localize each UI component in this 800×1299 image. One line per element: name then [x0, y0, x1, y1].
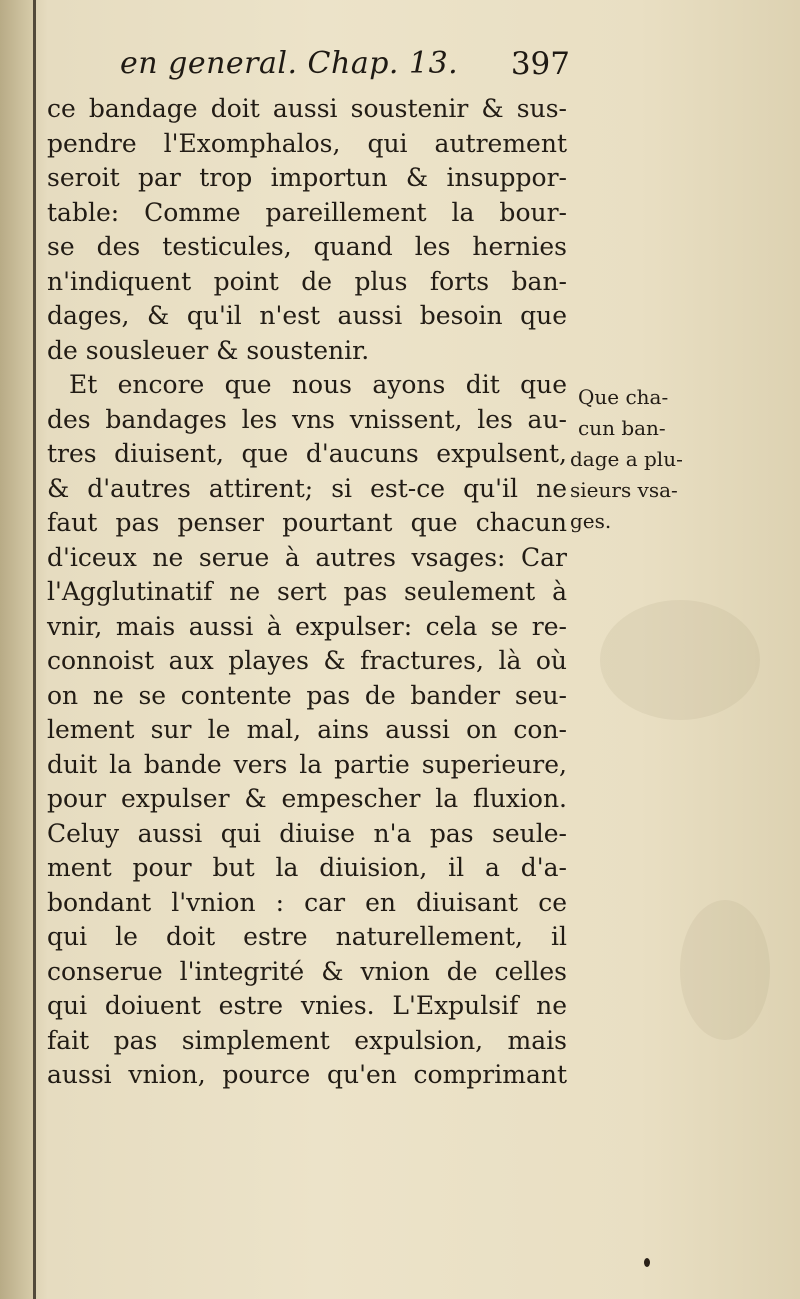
text-line: ment pour but la diuision, il a d'a-: [47, 853, 567, 882]
margin-note-line: Que cha-: [578, 385, 669, 409]
text-line: vnir, mais aussi à expulser: cela se re-: [47, 611, 567, 641]
text-line: conserue l'integrité & vnion de celles: [47, 956, 567, 986]
text-line: table: Comme pareillement la bour-: [47, 197, 567, 227]
text-line: pour expulser & empescher la fluxion.: [47, 784, 567, 813]
page-header: [120, 46, 580, 96]
text-line: seroit par trop importun & insuppor-: [47, 163, 567, 192]
text-line: faut pas penser pourtant que chacun: [47, 508, 567, 537]
text-line: ce bandage doit aussi soustenir & sus-: [47, 94, 567, 123]
text-line: se des testicules, quand les hernies: [47, 232, 567, 261]
text-line: connoist aux playes & fractures, là où: [47, 646, 567, 675]
margin-note-line: cun ban-: [578, 416, 666, 440]
page-gutter: [0, 0, 33, 1299]
text-line: d'iceux ne serue à autres vsages: Car: [47, 542, 567, 572]
text-line: bondant l'vnion : car en diuisant ce: [47, 887, 567, 917]
text-line: dages, & qu'il n'est aussi besoin que: [47, 301, 567, 330]
ink-dot: [644, 1258, 650, 1267]
margin-note: [570, 382, 720, 537]
text-line: Et encore que nous ayons dit que: [69, 370, 567, 399]
margin-note-line: sieurs vsa-: [570, 478, 678, 502]
text-line: pendre l'Exomphalos, qui autrement: [47, 128, 567, 158]
margin-note-line: dage a plu-: [570, 447, 683, 471]
text-line: tres diuisent, que d'aucuns expulsent,: [47, 439, 567, 468]
text-line: qui doiuent estre vnies. L'Expulsif ne: [47, 991, 567, 1020]
text-line: Celuy aussi qui diuise n'a pas seule-: [47, 818, 567, 848]
text-line: fait pas simplement expulsion, mais: [47, 1025, 567, 1055]
text-line: aussi vnion, pource qu'en comprimant: [47, 1060, 567, 1089]
text-line: n'indiquent point de plus forts ban-: [47, 266, 567, 296]
body-text: [47, 92, 567, 1093]
paper-stain: [680, 900, 770, 1040]
paper-stain: [600, 600, 760, 720]
page-number: 397: [510, 46, 570, 82]
text-line: l'Agglutinatif ne sert pas seulement à: [47, 577, 567, 606]
text-line: de sousleuer & soustenir.: [47, 335, 370, 365]
text-line: & d'autres attirent; si est-ce qu'il ne: [47, 473, 567, 503]
running-head: en general. Chap. 13.: [120, 46, 459, 81]
margin-note-line: ges.: [570, 509, 612, 533]
binding-edge: [33, 0, 36, 1299]
text-line: des bandages les vns vnissent, les au-: [47, 404, 567, 434]
text-line: lement sur le mal, ains aussi on con-: [47, 715, 567, 744]
text-line: duit la bande vers la partie superieure,: [47, 749, 567, 779]
text-line: on ne se contente pas de bander seu-: [47, 680, 567, 710]
text-line: qui le doit estre naturellement, il: [47, 922, 567, 951]
